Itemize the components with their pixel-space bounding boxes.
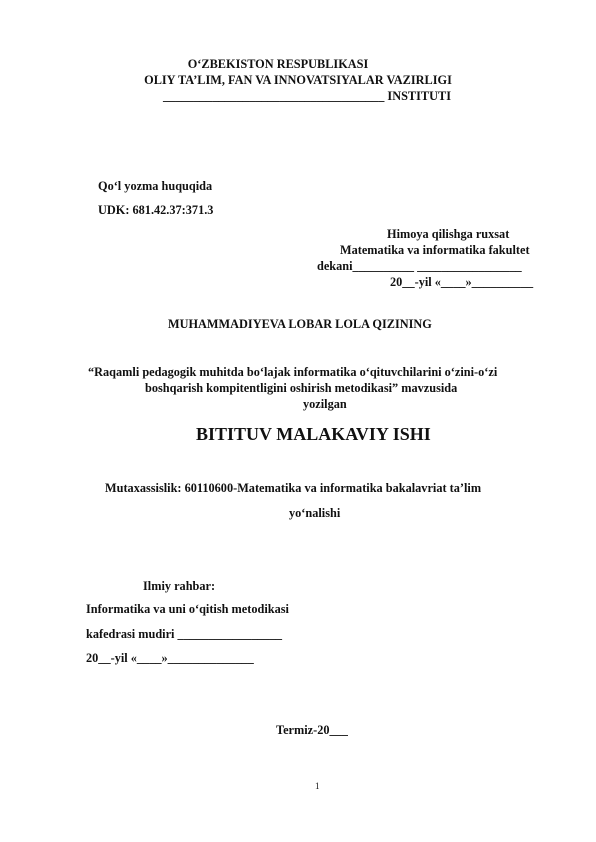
page-number: 1 bbox=[315, 781, 320, 791]
approval-date: 20__-yil «____»__________ bbox=[390, 275, 534, 289]
dean-signature-line: dekani__________ _________________ bbox=[317, 259, 522, 273]
place-year: Termiz-20___ bbox=[276, 723, 348, 737]
topic-line-1: “Raqamli pedagogik muhitda bo‘lajak informatika o‘qituvchilarini o‘zini-o‘zi bbox=[88, 365, 498, 379]
specialty-line-1: Mutaxassislik: 60110600-Matematika va informatika bakalavriat ta’lim bbox=[105, 481, 482, 495]
udk-code: UDK: 681.42.37:371.3 bbox=[98, 203, 214, 217]
defense-permission: Himoya qilishga ruxsat bbox=[387, 227, 510, 241]
author-name: MUHAMMADIYEVA LOBAR LOLA QIZINING bbox=[168, 317, 432, 331]
topic-line-3: yozilgan bbox=[303, 397, 347, 411]
topic-line-2: boshqarish kompitentligini oshirish metodikasi” mavzusida bbox=[145, 381, 458, 395]
manuscript-rights: Qo‘l yozma huquqida bbox=[98, 179, 213, 193]
supervisor-label: Ilmiy rahbar: bbox=[143, 579, 216, 593]
faculty-name: Matematika va informatika fakultet bbox=[340, 243, 530, 257]
work-title: BITITUV MALAKAVIY ISHI bbox=[196, 424, 431, 444]
supervisor-department: Informatika va uni o‘qitish metodikasi bbox=[86, 602, 289, 616]
department-head-line: kafedrasi mudiri _________________ bbox=[86, 627, 283, 641]
specialty-line-2: yo‘nalishi bbox=[289, 506, 341, 520]
ministry-name: OLIY TA’LIM, FAN VA INNOVATSIYALAR VAZIRLIGI bbox=[144, 73, 452, 87]
institute-name: ____________________________________ INSTITUTI bbox=[163, 89, 451, 103]
republic-name: O‘ZBEKISTON RESPUBLIKASI bbox=[187, 57, 369, 71]
supervisor-date: 20__-yil «____»______________ bbox=[86, 651, 254, 665]
